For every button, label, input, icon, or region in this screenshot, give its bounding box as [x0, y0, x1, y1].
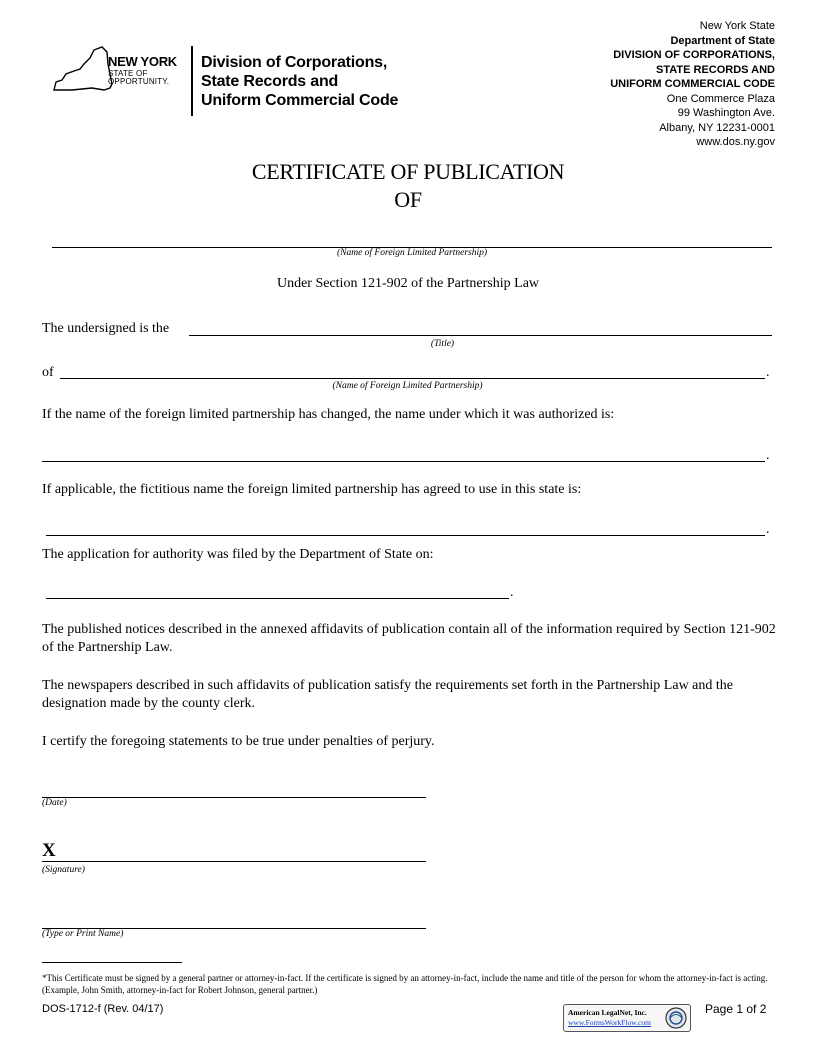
of-partnership-field[interactable]: [60, 378, 765, 379]
footnote-rule: [42, 962, 182, 963]
date-caption: (Date): [42, 798, 67, 808]
logo-tagline-line1: STATE OF: [108, 69, 148, 78]
partnership-name-caption: (Name of Foreign Limited Partnership): [336, 248, 488, 258]
division-line-1: Division of Corporations,: [201, 54, 388, 71]
logo-wordmark: NEW YORK: [108, 54, 177, 69]
authorized-name-field[interactable]: [42, 461, 765, 462]
of-line-period: .: [766, 365, 770, 380]
address-web[interactable]: www.dos.ny.gov: [696, 136, 775, 148]
address-state: New York State: [699, 20, 775, 32]
title-line-2: OF: [394, 187, 422, 212]
filed-line-period: .: [510, 585, 514, 600]
logo-divider: [191, 46, 193, 116]
address-dept: Department of State: [670, 34, 775, 47]
footnote: *This Certificate must be signed by a general partner or attorney-in-fact. If the certificate is signed by an attorney-in-fact, include the name and title of the person for whom the attorney-in-fact is acting. (Example, John Smith, attorney-in-fact for Robert Johnson, general partner.): [42, 973, 768, 995]
date-field[interactable]: [42, 797, 426, 798]
of-caption: (Name of Foreign Limited Partnership): [332, 381, 483, 391]
filed-date-field[interactable]: [46, 598, 509, 599]
division-line-3: Uniform Commercial Code: [201, 92, 399, 109]
signature-caption: (Signature): [42, 865, 85, 875]
globe-icon: [665, 1007, 687, 1029]
undersigned-label: The undersigned is the: [42, 321, 170, 336]
fictitious-name-text: If applicable, the fictitious name the foreign limited partnership has agreed to use in this state is:: [42, 482, 582, 497]
print-name-caption: (Type or Print Name): [42, 929, 124, 939]
legalnet-badge[interactable]: [563, 1004, 691, 1032]
address-street2: 99 Washington Ave.: [677, 107, 775, 119]
fictitious-name-field[interactable]: [46, 535, 765, 536]
address-street1: One Commerce Plaza: [666, 92, 775, 105]
address-div2: STATE RECORDS AND: [656, 63, 775, 76]
certify-statement: I certify the foregoing statements to be true under penalties of perjury.: [42, 734, 435, 749]
signature-x-mark: X: [42, 840, 56, 861]
title-field[interactable]: [189, 335, 772, 336]
paragraph-notices: The published notices described in the annexed affidavits of publication contain all of the information required by Section 121-902 of the Partnership Law.: [42, 622, 776, 655]
page-title: [0, 158, 816, 214]
signature-field[interactable]: [42, 861, 426, 862]
division-name: [201, 53, 398, 110]
badge-website-link[interactable]: www.FormsWorkFlow.com: [568, 1018, 652, 1027]
logo-tagline-line2: OPPORTUNITY.: [108, 77, 170, 86]
title-caption: (Title): [430, 339, 455, 349]
authorized-line-period: .: [766, 448, 770, 463]
address-div3: UNIFORM COMMERCIAL CODE: [610, 78, 775, 90]
badge-company: American LegalNet, Inc.: [568, 1008, 647, 1017]
paragraph-newspapers: The newspapers described in such affidavits of publication satisfy the requirements set forth in the Partnership Law and the designation made by the county clerk.: [42, 678, 733, 711]
section-reference: Under Section 121-902 of the Partnership Law: [276, 276, 540, 291]
page-number: Page 1 of 2: [705, 1002, 767, 1016]
logo-tagline: [108, 70, 169, 86]
form-number: DOS-1712-f (Rev. 04/17): [42, 1003, 164, 1015]
changed-name-text: If the name of the foreign limited partnership has changed, the name under which it was authorized is:: [42, 407, 615, 422]
division-line-2: State Records and: [201, 73, 339, 90]
title-line-1: CERTIFICATE OF PUBLICATION: [251, 159, 565, 184]
address-div1: DIVISION OF CORPORATIONS,: [613, 49, 775, 61]
agency-address: [610, 19, 775, 150]
of-label: of: [42, 365, 54, 380]
fictitious-line-period: .: [766, 522, 770, 537]
address-city: Albany, NY 12231-0001: [659, 121, 775, 134]
filed-date-text: The application for authority was filed by the Department of State on:: [42, 547, 434, 562]
